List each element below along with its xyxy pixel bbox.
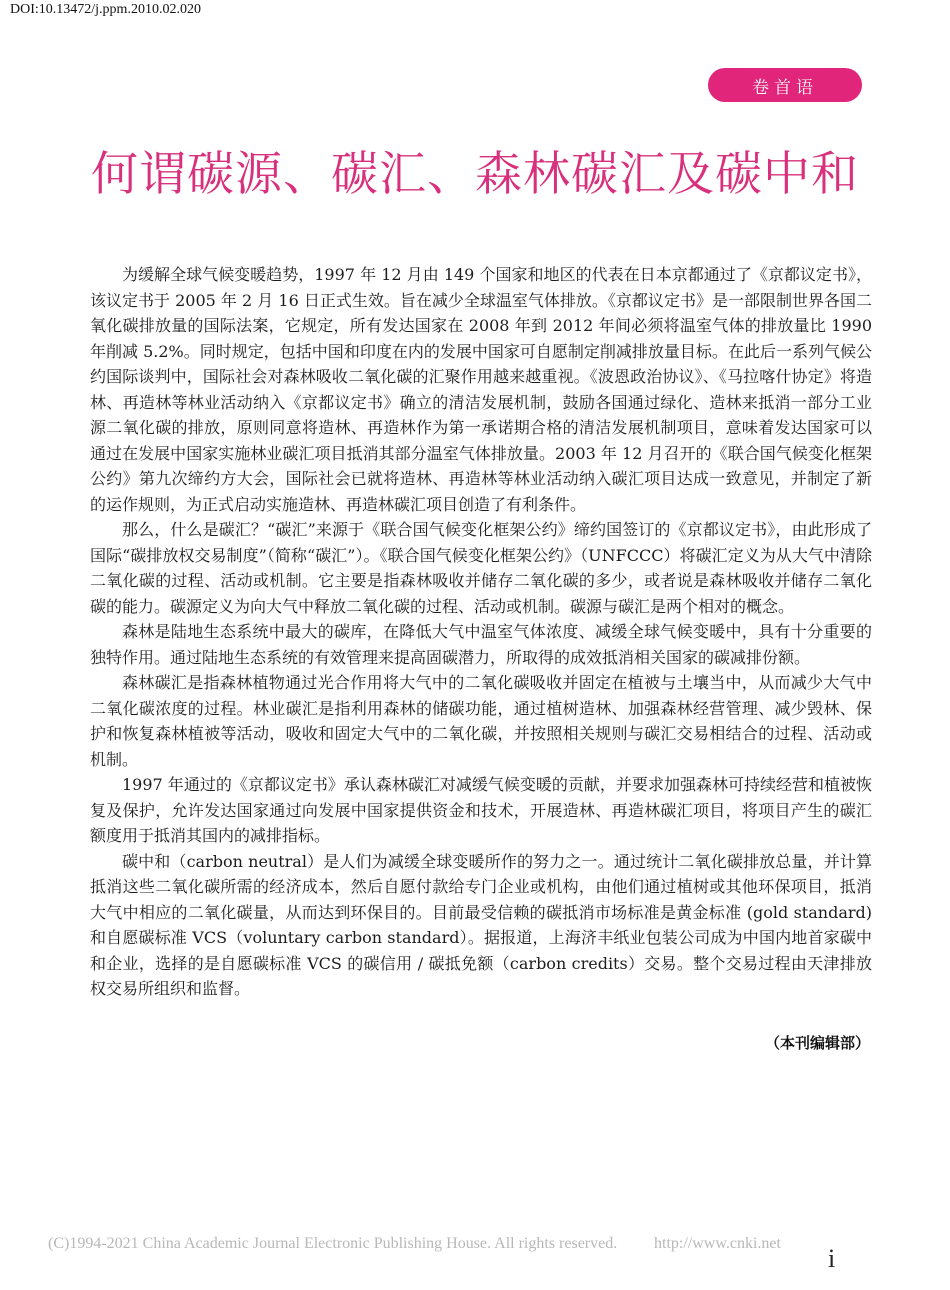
paragraph: 1997 年通过的《京都议定书》承认森林碳汇对减缓气候变暖的贡献，并要求加强森林可持续经营和植被恢复及保护，允许发达国家通过向发展中国家提供资金和技术，开展造林、再造林碳汇项目，将项目产生的碳汇额度用于抵消其国内的减排指标。: [90, 775, 872, 845]
doi-label: DOI:10.13472/j.ppm.2010.02.020: [10, 2, 201, 17]
footer-link[interactable]: http://www.cnki.net: [654, 1235, 781, 1252]
paragraph: 那么，什么是碳汇？“碳汇”来源于《联合国气候变化框架公约》缔约国签订的《京都议定书》，由此形成了国际“碳排放权交易制度”（简称“碳汇”）。《联合国气候变化框架公约》（UNFCCC）将碳汇定义为从大气中清除二氧化碳的过程、活动或机制。它主要是指森林吸收并储存二氧化碳的多少，或者说是森林吸收并储存二氧化碳的能力。碳源定义为向大气中释放二氧化碳的过程、活动或机制。碳源与碳汇是两个相对的概念。: [90, 520, 872, 616]
page-number: i: [828, 1244, 836, 1273]
article-body: [90, 262, 872, 1002]
paragraph: 森林碳汇是指森林植物通过光合作用将大气中的二氧化碳吸收并固定在植被与土壤当中，从而减少大气中二氧化碳浓度的过程。林业碳汇是指利用森林的储碳功能，通过植树造林、加强森林经营管理、减少毁林、保护和恢复森林植被等活动，吸收和固定大气中的二氧化碳，并按照相关规则与碳汇交易相结合的过程、活动或机制。: [90, 673, 872, 769]
paragraph: 为缓解全球气候变暖趋势，1997 年 12 月由 149 个国家和地区的代表在日本京都通过了《京都议定书》，该议定书于 2005 年 2 月 16 日正式生效。旨在减少全球温室气体排放。《京都议定书》是一部限制世界各国二氧化碳排放量的国际法案，它规定，所有发达国家在 2008 年到 2012 年间必须将温室气体的排放量比 1990 年削减 5.2%。同时规定，包括中国和印度在内的发展中国家可自愿制定削减排放量目标。在此后一系列气候公约国际谈判中，国际社会对森林吸收二氧化碳的汇聚作用越来越重视。《波恩政治协议》、《马拉喀什协定》将造林、再造林等林业活动纳入《京都议定书》确立的清洁发展机制，鼓励各国通过绿化、造林来抵消一部分工业源二氧化碳的排放，原则同意将造林、再造林作为第一承诺期合格的清洁发展机制项目，意味着发达国家可以通过在发展中国家实施林业碳汇项目抵消其部分温室气体排放量。2003 年 12 月召开的《联合国气候变化框架公约》第九次缔约方大会，国际社会已就将造林、再造林等林业活动纳入碳汇项目达成一致意见，并制定了新的运作规则，为正式启动实施造林、再造林碳汇项目创造了有利条件。: [90, 265, 872, 514]
section-badge: 卷首语: [708, 68, 862, 102]
article-title: 何谓碳源、碳汇、森林碳汇及碳中和: [91, 147, 859, 202]
signature: （本刊编辑部）: [764, 1034, 870, 1052]
paragraph: 碳中和（carbon neutral）是人们为减缓全球变暖所作的努力之一。通过统计二氧化碳排放总量，并计算抵消这些二氧化碳所需的经济成本，然后自愿付款给专门企业或机构，由他们通过植树或其他环保项目，抵消大气中相应的二氧化碳量，从而达到环保目的。目前最受信赖的碳抵消市场标准是黄金标准 (gold standard) 和自愿碳标准 VCS（voluntary carbon standard）。据报道，上海济丰纸业包装公司成为中国内地首家碳中和企业，选择的是自愿碳标准 VCS 的碳信用 / 碳抵免额（carbon credits）交易。整个交易过程由天津排放权交易所组织和监督。: [90, 851, 872, 998]
paragraph: 森林是陆地生态系统中最大的碳库，在降低大气中温室气体浓度、减缓全球气候变暖中，具有十分重要的独特作用。通过陆地生态系统的有效管理来提高固碳潜力，所取得的成效抵消相关国家的碳减排份额。: [90, 622, 872, 667]
copyright-notice: (C)1994-2021 China Academic Journal Electronic Publishing House. All rights reserved.: [48, 1235, 618, 1252]
